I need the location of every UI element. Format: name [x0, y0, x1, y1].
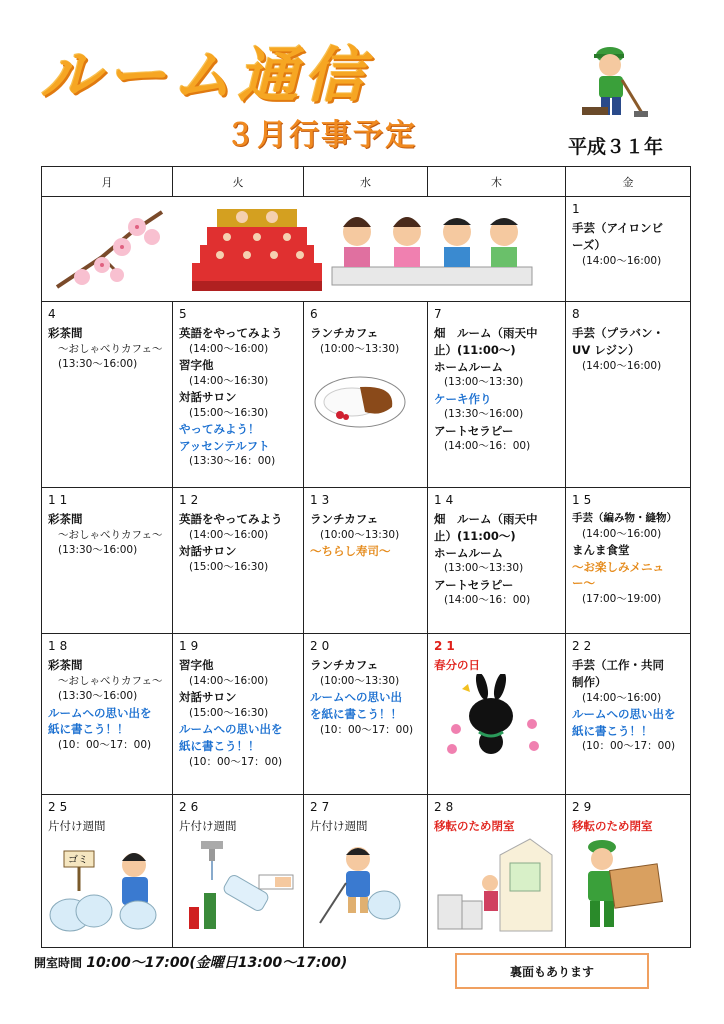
event-time: (14:00～16:00)	[189, 529, 269, 542]
mover-with-box-icon	[572, 835, 682, 935]
event-name: ランチカフェ	[310, 512, 379, 527]
date-label: 5	[179, 307, 191, 321]
day-cell-22	[566, 634, 691, 795]
event-time: (13:00～13:30)	[444, 376, 524, 389]
event-time: (14:00～16:00)	[582, 691, 662, 704]
event-time: (14:00～16:00)	[582, 527, 662, 540]
era-label: 平成３１年	[568, 136, 664, 158]
week1-illustration-cell	[42, 197, 566, 302]
week-row-3	[42, 488, 691, 634]
event-name-cont: 止）(11:00～)	[434, 529, 516, 544]
date-label: 6	[310, 307, 322, 321]
event-time: (14:00～16:00)	[189, 675, 269, 688]
date-label: 29	[572, 800, 596, 814]
day-cell-7	[428, 302, 566, 488]
date-label: 4	[48, 307, 60, 321]
event-time: (10:00～13:30)	[320, 675, 400, 688]
menu-highlight: ～ちらし寿司～	[310, 544, 391, 559]
cherry-blossom-icon	[57, 212, 162, 287]
event-name-cont: ーズ）	[572, 238, 606, 253]
curry-rice-icon	[310, 357, 410, 437]
day-cell-8	[566, 302, 691, 488]
date-label: 22	[572, 639, 596, 653]
page-title: ルーム通信	[40, 41, 370, 111]
date-label: 18	[48, 639, 72, 653]
week-row-4	[42, 634, 691, 795]
event-name: アートセラピー	[434, 423, 514, 438]
holiday-label: 春分の日	[434, 658, 480, 673]
week-row-5	[42, 795, 691, 948]
event-name: 習字他	[179, 658, 214, 673]
event-time: (17:00～19:00)	[582, 592, 662, 605]
event-name: アートセラピー	[434, 577, 514, 592]
event-time: (15:00～16:30)	[189, 560, 269, 573]
event-name: 彩茶間	[48, 512, 83, 527]
day-cell-4	[42, 302, 173, 488]
day-cell-20	[304, 634, 428, 795]
day-cell-11	[42, 488, 173, 634]
day-cell-12	[173, 488, 304, 634]
menu-highlight: ～お楽しみメニュ	[572, 559, 664, 574]
event-name-cont: 制作）	[572, 675, 607, 690]
moving-house-icon	[434, 835, 558, 935]
date-label: 7	[434, 307, 446, 321]
rabbit-flowers-icon	[434, 674, 554, 764]
event-name: ホームルーム	[434, 545, 503, 560]
event-time: (10：00～17：00)	[189, 755, 283, 768]
week-row-2	[42, 302, 691, 488]
day-cell-14	[428, 488, 566, 634]
event-time: (14:00～16：00)	[444, 440, 531, 453]
event-time: (14:00～16:00)	[582, 359, 662, 372]
event-time: (15:00～16:30)	[189, 406, 269, 419]
event-time: (10：00～17：00)	[58, 738, 152, 751]
event-name: 畑 ルーム（雨天中	[434, 512, 538, 527]
event-time: (13:30～16:00)	[58, 358, 138, 371]
memory-message: ルームへの思い出を	[48, 705, 152, 720]
event-name-cont: 止）(11:00～)	[434, 343, 516, 358]
people-eating-icon	[332, 217, 532, 285]
opening-hours-label: 開室時間	[34, 956, 83, 970]
event-name: 手芸（工作・共同	[572, 658, 664, 673]
opening-hours	[34, 952, 347, 972]
event-highlight: やってみよう！	[179, 422, 260, 437]
day-cell-19	[173, 634, 304, 795]
event-time: (13:30～16：00)	[189, 455, 276, 468]
event-name: ランチカフェ	[310, 326, 379, 341]
weekday-tue: 火	[173, 167, 304, 197]
event-subtitle: ～おしゃべりカフェ～	[58, 343, 163, 356]
event-name: 英語をやってみよう	[179, 326, 283, 341]
memory-message-cont: 紙に書こう！！	[48, 722, 129, 737]
event-name: 片付け週間	[310, 819, 368, 834]
event-time: (10：00～17：00)	[320, 723, 414, 736]
day-cell-5	[173, 302, 304, 488]
event-name: 習字他	[179, 358, 214, 373]
event-time: (13:30～16:00)	[58, 690, 138, 703]
event-highlight-cont: アッセンテルフト	[179, 438, 270, 453]
closure-notice: 移転のため閉室	[434, 819, 515, 834]
event-time: (10:00～13:30)	[320, 343, 400, 356]
event-time: (15:00～16:30)	[189, 706, 269, 719]
event-time: (14:00～16:00)	[189, 343, 269, 356]
day-cell-26	[173, 795, 304, 948]
event-subtitle: ～おしゃべりカフェ～	[58, 529, 163, 542]
event-time: (13:00～13:30)	[444, 562, 524, 575]
menu-highlight-cont: ー～	[572, 576, 595, 591]
date-label: 14	[434, 493, 458, 507]
day-cell-27	[304, 795, 428, 948]
date-label: 19	[179, 639, 203, 653]
day-cell-15	[566, 488, 691, 634]
date-label: 28	[434, 800, 458, 814]
faucet-bottles-icon	[179, 835, 297, 935]
day-cell-18	[42, 634, 173, 795]
memory-message: ルームへの思い出を	[572, 706, 676, 721]
day-cell-25	[42, 795, 173, 948]
calendar-table	[41, 166, 691, 948]
event-subtitle: ～おしゃべりカフェ～	[58, 675, 163, 688]
event-time: (13:30～16:00)	[58, 544, 138, 557]
event-time: (14:00～16：00)	[444, 594, 531, 607]
weekday-thu: 木	[428, 167, 566, 197]
event-name-cont: UV レジン）	[572, 343, 640, 358]
event-name: 対話サロン	[179, 390, 237, 405]
event-name: ランチカフェ	[310, 658, 379, 673]
trash-sign-label: ゴミ	[68, 855, 88, 867]
date-label: 25	[48, 800, 72, 814]
garbage-bags-icon	[48, 835, 166, 935]
day-cell-28	[428, 795, 566, 948]
date-label: 20	[310, 639, 334, 653]
event-name: まんま食堂	[572, 542, 630, 557]
day-cell-13	[304, 488, 428, 634]
date-label: 1	[572, 202, 584, 216]
weekday-wed: 水	[304, 167, 428, 197]
event-highlight: ケーキ作り	[434, 391, 492, 406]
day-cell-21	[428, 634, 566, 795]
event-time: (10:00～13:30)	[320, 529, 400, 542]
event-name: 畑 ルーム（雨天中	[434, 326, 538, 341]
event-name: 対話サロン	[179, 690, 237, 705]
date-label: 8	[572, 307, 584, 321]
date-label: 27	[310, 800, 334, 814]
event-name: 彩茶間	[48, 326, 83, 341]
day-cell-29	[566, 795, 691, 948]
event-name: 手芸（アイロンビ	[572, 221, 663, 236]
memory-message-cont: 紙に書こう！！	[179, 738, 260, 753]
date-label: 15	[572, 493, 596, 507]
day-cell-6	[304, 302, 428, 488]
weekday-mon: 月	[42, 167, 173, 197]
date-label: 13	[310, 493, 334, 507]
date-label: 26	[179, 800, 203, 814]
day-cell-1	[566, 197, 691, 302]
opening-hours-value: 10:00～17:00(金曜日13:00～17:00)	[86, 955, 348, 971]
date-label: 12	[179, 493, 203, 507]
closure-notice: 移転のため閉室	[572, 819, 653, 834]
page-subtitle: ３月行事予定	[225, 118, 417, 153]
weekday-header-row	[42, 167, 691, 197]
trash-picking-icon	[310, 835, 420, 935]
memory-message-cont: 紙に書こう！！	[572, 723, 653, 738]
farmer-illustration	[572, 35, 662, 125]
back-page-note: 裏面もあります	[455, 953, 649, 989]
memory-message-cont: を紙に書こう！！	[310, 706, 402, 721]
event-name: 彩茶間	[48, 658, 83, 673]
event-name: 片付け週間	[179, 819, 237, 834]
event-name: 片付け週間	[48, 819, 106, 834]
date-label: 11	[48, 493, 72, 507]
hina-dolls-icon	[192, 209, 322, 291]
event-time: (13:30～16:00)	[444, 408, 524, 421]
weekday-fri: 金	[566, 167, 691, 197]
memory-message: ルームへの思い出	[310, 690, 402, 705]
event-name: 手芸（プラバン・	[572, 326, 664, 341]
event-name: ホームルーム	[434, 359, 503, 374]
week-row-1	[42, 197, 691, 302]
event-name: 手芸（編み物・縫物）	[572, 512, 677, 525]
event-time: (10：00～17：00)	[582, 740, 676, 753]
memory-message: ルームへの思い出を	[179, 722, 283, 737]
event-time: (14:00～16:00)	[582, 254, 662, 267]
event-name: 対話サロン	[179, 544, 237, 559]
event-time: (14:00～16:30)	[189, 374, 269, 387]
event-name: 英語をやってみよう	[179, 512, 283, 527]
hinamatsuri-illustration	[42, 197, 566, 301]
date-label: 21	[434, 639, 459, 653]
